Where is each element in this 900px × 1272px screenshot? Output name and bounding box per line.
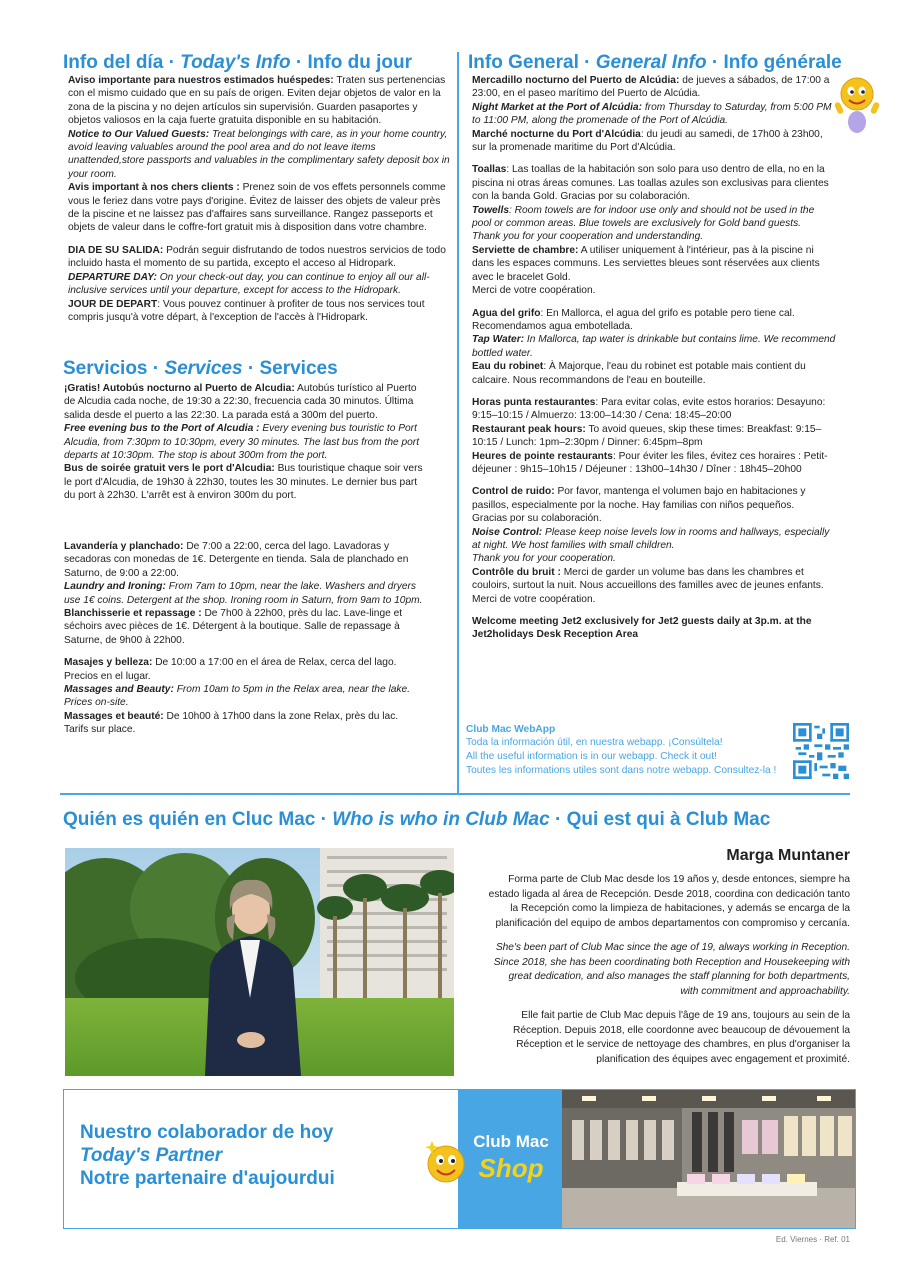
bus-fr: Bus de soirée gratuit vers le port d'Alcudia: Bus touristique chaque soir vers le port d'Alcudia, de 19h30 à 22h30, toutes les 30 minutes. Le dernier bus part du port à 22h30. L'arrêt est à environ 300m du port.: [64, 463, 423, 502]
massage-en: Massages and Beauty: From 10am to 5pm in the Relax area, near the lake.: [64, 684, 410, 696]
market-en: Night Market at the Port of Alcúdia: from Thursday to Saturday, from 5:00 PM to 11:00 PM, along the promenade of the Port of Alcúdia.: [472, 101, 832, 127]
services-laundry: [64, 540, 432, 737]
section-divider: [60, 793, 850, 795]
info-general-body: [472, 74, 836, 642]
massage-fr-price: Tarifs sur place.: [64, 724, 136, 736]
laundry-es: Lavandería y planchado: De 7:00 a 22:00, cerca del lago. Lavadoras y secadoras con monedas de 1€. Detergente en tienda. Sala de planchado en Saturno, de 9:00 a 22:00.: [64, 541, 409, 579]
laundry-fr: Blanchisserie et repassage : De 7h00 à 22h00, près du lac. Lave-linge et séchoirs avec pièces de 1€. Détergent à la boutique. Salle de repassage à Saturne, de 9h00 à 22h00.: [64, 608, 403, 646]
partner-title-es: Nuestro colaborador de hoy: [80, 1122, 334, 1143]
notice-fr: Avis important à nos chers clients : Prenez soin de vos effets personnels comme vous le feriez dans votre pays d'origine. Évitez de laisser des objets de valeur près de la piscine et ne laissez pas d'affaires sans surveillance. Rangez passeports et objets de valeur dans le coffre-fort gratuit mis à disposition dans votre chambre.: [68, 182, 446, 234]
staff-photo: [65, 848, 454, 1076]
info-day-body: [68, 74, 450, 324]
bio-es: Forma parte de Club Mac desde los 19 años y, desde entonces, siempre ha estado ligada al área de Recepción. Desde 2018, coordina con dedicación tanto la Recepción como la limpieza de habitaciones, y además se encarga de la planificación del equipo de ambos departamentos con compromiso y cercanía.: [488, 874, 850, 929]
smiley-mascot-icon: [422, 1138, 470, 1196]
massage-es-price: Precios en el lugar.: [64, 670, 151, 682]
shop-photo-image: [562, 1090, 855, 1228]
market-es: Mercadillo nocturno del Puerto de Alcúdia: de jueves a sábados, de 17:00 a 23:00, en el paseo marítimo del Puerto de Alcúdia.: [472, 75, 830, 100]
towels-en-thanks: Thank you for your cooperation and understanding.: [472, 231, 704, 243]
water-en: Tap Water: In Mallorca, tap water is drinkable but contains lime. We recommend bottled water.: [472, 334, 836, 359]
bio-fr: Elle fait partie de Club Mac depuis l'âge de 19 ans, toujours au sein de la Réception. Depuis 2018, elle coordonne avec beaucoup de dévouement la Réception et le service de nettoyage des chambres, en plus d'organiser la planification des équipes avec engagement et proximité.: [513, 1010, 850, 1065]
services-title: Servicios · Services · Services: [63, 358, 338, 379]
massage-fr: Massages et beauté: De 10h00 à 17h00 dans la zone Relax, près du lac.: [64, 710, 399, 722]
towels-fr-thanks: Merci de votre coopération.: [472, 285, 596, 297]
noise-es-thanks: Gracias por su colaboración.: [472, 513, 602, 525]
staff-photo-image: [65, 848, 454, 1076]
water-es: Agua del grifo: En Mallorca, el agua del grifo es potable pero tiene cal. Recomendamos agua embotellada.: [472, 307, 795, 332]
towels-en: Towells: Room towels are for indoor use only and should not be used in the pool or common areas. Blue towels are exclusively for Gold band guests.: [472, 204, 815, 230]
webapp-title: Club Mac WebApp: [466, 724, 556, 735]
peak-en: Restaurant peak hours: To avoid queues, skip these times: Breakfast: 9:15–10:15 / Lunch: 1pm–2:30pm / Dinner: 6:45pm–8pm: [472, 423, 822, 449]
edition-ref: Ed. Viernes · Ref. 01: [775, 1235, 850, 1244]
shop-photo: [562, 1090, 855, 1228]
column-divider: [457, 52, 459, 793]
noise-en: Noise Control: Please keep noise levels low in rooms and hallways, especially at night. We host families with small children.: [472, 526, 830, 551]
partner-title: [80, 1121, 335, 1190]
partner-title-en: Today's Partner: [80, 1145, 223, 1166]
noise-fr-thanks: Merci de votre coopération.: [472, 593, 596, 605]
notice-en: Notice to Our Valued Guests: Treat belongings with care, as in your home country, avoid leaving valuables around the pool area and do not leave items unattended,store passports and valuables in the complimentary safety deposit box in your room.: [68, 128, 450, 180]
peak-es: Horas punta restaurantes: Para evitar colas, evite estos horarios: Desayuno: 9:15–10:15 / Almuerzo: 13:00–14:30 / Cena: 18:45–20:00: [472, 396, 826, 422]
webapp-block: [466, 723, 806, 778]
bus-en: Free evening bus to the Port of Alcudia : Every evening bus touristic to Port Alcudia, from 7:30pm to 10:30pm, every 30 minutes. The last bus from the port departs at 10:30pm. The stop is about 300m from the port.: [64, 423, 420, 462]
info-general-title: Info General · General Info · Info générale: [468, 52, 842, 73]
departure-es: DIA DE SU SALIDA: Podrán seguir disfrutando de todos nuestros servicios de todo incluido hasta el momento de su partida, excepto el acceso al Hidropark.: [68, 244, 446, 270]
water-fr: Eau du robinet: À Majorque, l'eau du robinet est potable mais contient du calcaire. Nous recommandons de l'eau en bouteille.: [472, 361, 806, 386]
noise-es: Control de ruido: Por favor, mantenga el volumen bajo en habitaciones y pasillos, especialmente por la noche. Hay familias con niños pequeños.: [472, 486, 806, 511]
staff-name: Marga Muntaner: [726, 847, 850, 864]
laundry-en: Laundry and Ironing: From 7am to 10pm, near the lake. Washers and dryers use 1€ coins. Detergent at the shop. Ironing room in Saturn, from 9am to 10pm.: [64, 581, 423, 606]
departure-en: DEPARTURE DAY: On your check-out day, you can continue to enjoy all our all-inclusive services until your departure, except for access to the Hidropark.: [68, 271, 430, 297]
who-title: Quién es quién en Cluc Mac · Who is who in Club Mac · Qui est qui à Club Mac: [63, 809, 771, 830]
departure-fr: JOUR DE DEPART: Vous pouvez continuer à profiter de tous nos services tout compris jusqu'à votre départ, à l'exception de l'accès à l'Hidropark.: [68, 298, 425, 323]
staff-bio: [488, 873, 850, 1077]
welcome-meeting: Welcome meeting Jet2 exclusively for Jet2 guests daily at 3p.m. at the Jet2holidays Desk Reception Area: [472, 616, 812, 641]
market-fr: Marché nocturne du Port d'Alcúdia: du jeudi au samedi, de 17h00 à 23h00, sur la promenade maritime du Port d'Alcúdia.: [472, 128, 823, 154]
qr-code-icon[interactable]: [793, 723, 849, 779]
noise-fr: Contrôle du bruit : Merci de garder un volume bas dans les chambres et couloirs, surtout la nuit. Nous accueillons des familles avec de jeunes enfants.: [472, 566, 824, 592]
massage-es: Masajes y belleza: De 10:00 a 17:00 en el área de Relax, cerca del lago.: [64, 657, 397, 669]
towels-es: Toallas: Las toallas de la habitación son solo para uso dentro de ella, no en la piscina ni otras áreas comunes. Las toallas azules son exclusivas para clientes con la banda Gold. Gracias por su colaboración.: [472, 164, 829, 203]
notice-es: Aviso importante para nuestros estimados huéspedes: Traten sus pertenencias con el mismo cuidado que en su país de origen. Eviten dejar objetos de valor en la zona de la piscina y no dejen artículos sin supervisión. Guarden pasaportes y objetos valiosos en la caja fuerte gratuita disponible en su habitación.: [68, 75, 446, 127]
mascot-icon: [832, 72, 882, 136]
shop-logo-text-2: Shop: [478, 1153, 544, 1183]
webapp-fr: Toutes les informations utiles sont dans notre webapp. Consultez-la !: [466, 765, 777, 776]
shop-logo-text-1: Club Mac: [473, 1132, 549, 1151]
partner-title-fr: Notre partenaire d'aujourdui: [80, 1168, 335, 1189]
noise-en-thanks: Thank you for your cooperation.: [472, 553, 616, 565]
massage-en-price: Prices on-site.: [64, 697, 129, 709]
webapp-es: Toda la información útil, en nuestra webapp. ¡Consúltela!: [466, 737, 723, 749]
bio-en: She's been part of Club Mac since the age of 19, always working in Reception. Since 2018, she has been coordinating both Reception and Housekeeping with great dedication, and also manages the staff planning for both departments, with commitment and approachability.: [493, 942, 850, 997]
webapp-en: All the useful information is in our webapp. Check it out!: [466, 751, 717, 763]
info-day-title: Info del día · Today's Info · Info du jour: [63, 52, 412, 73]
peak-fr: Heures de pointe restaurants: Pour éviter les files, évitez ces horaires : Petit-déjeuner : 9h15–10h15 / Déjeuner : 13h00–14h30 / Dîner : 18h45–20h00: [472, 450, 828, 475]
towels-fr: Serviette de chambre: A utiliser uniquement à l'intérieur, pas à la piscine ni dans les espaces communs. Les serviettes bleues sont réservées aux clients avec le bracelet Gold.: [472, 244, 820, 283]
services-bus: [64, 382, 426, 503]
bus-es: ¡Gratis! Autobús nocturno al Puerto de Alcudia: Autobús turístico al Puerto de Alcudia cada noche, de 19:30 a 22:30, frecuencia cada 30 minutos. Última salida desde el puerto a las 22:30. La parada está a 300m del puerto.: [64, 383, 417, 421]
